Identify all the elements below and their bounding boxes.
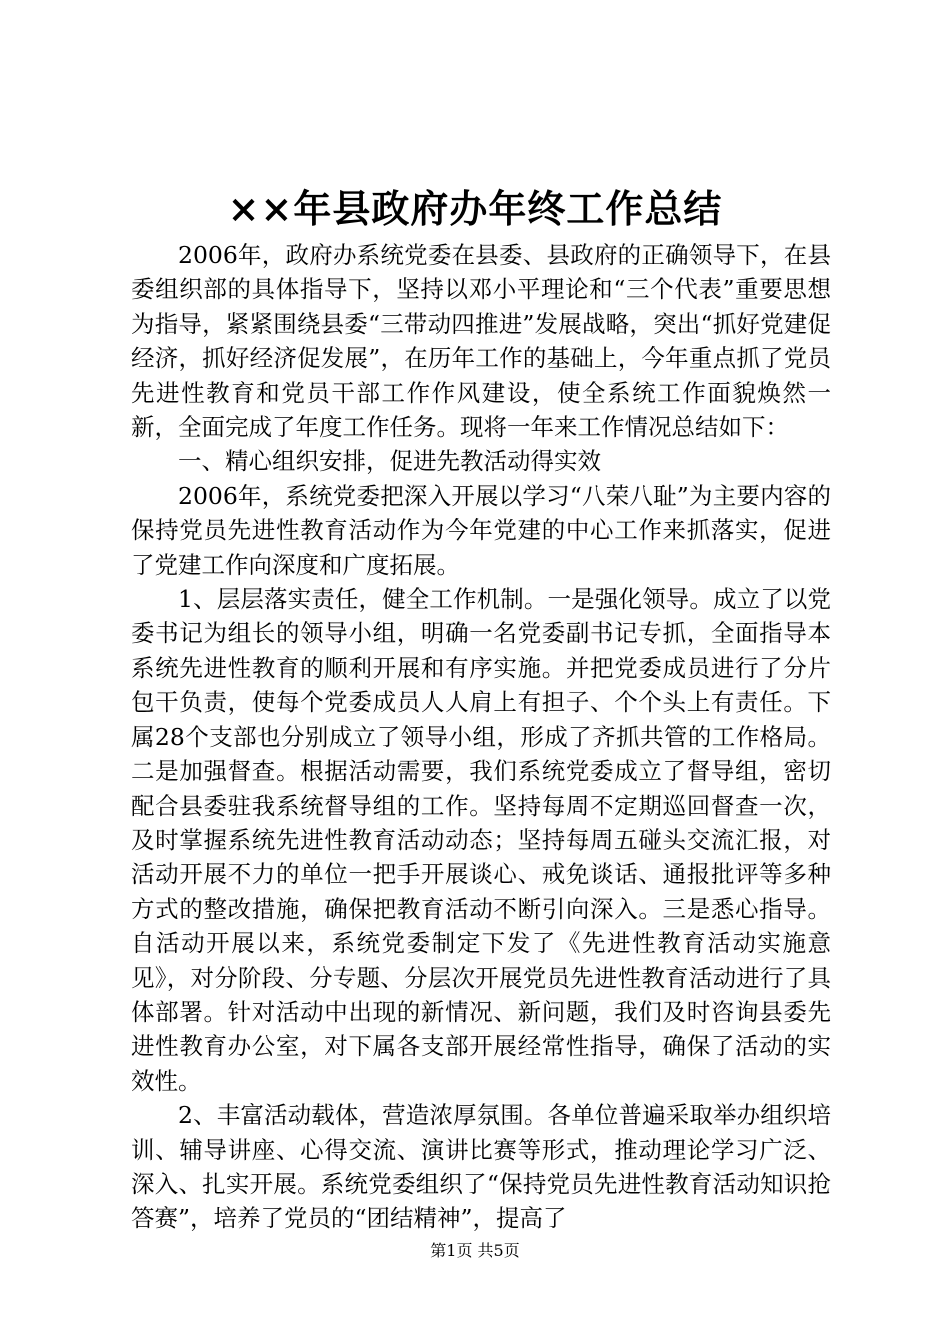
paragraph-intro: 2006年，政府办系统党委在县委、县政府的正确领导下，在县委组织部的具体指导下，坚持以邓小平理论和“三个代表”重要思想为指导，紧紧围绕县委“三带动四推进”发展战略，突出“抓好党建促经济，抓好经济促发展”，在历年工作的基础上，今年重点抓了党员先进性教育和党员干部工作作风建设，使全系统工作面貌焕然一新，全面完成了年度工作任务。现将一年来工作情况总结如下： [131, 241, 831, 442]
paragraph-item-1: 1、层层落实责任，健全工作机制。一是强化领导。成立了以党委书记为组长的领导小组，明确一名党委副书记专抓，全面指导本系统先进性教育的顺利开展和有序实施。并把党委成员进行了分片包干负责，使每个党委成员人人肩上有担子、个个头上有责任。下属28个支部也分别成立了领导小组，形成了齐抓共管的工作格局。二是加强督查。根据活动需要，我们系统党委成立了督导组，密切配合县委驻我系统督导组的工作。坚持每周不定期巡回督查一次，及时掌握系统先进性教育活动动态；坚持每周五碰头交流汇报，对活动开展不力的单位一把手开展谈心、戒免谈话、通报批评等多种方式的整改措施，确保把教育活动不断引向深入。三是悉心指导。自活动开展以来，系统党委制定下发了《先进性教育活动实施意见》，对分阶段、分专题、分层次开展党员先进性教育活动进行了具体部署。针对活动中出现的新情况、新问题，我们及时咨询县委先进性教育办公室，对下属各支部开展经常性指导，确保了活动的实效性。 [131, 585, 831, 1095]
document-body [131, 238, 831, 1236]
section-heading: 一、精心组织安排，促进先教活动得实效 [178, 447, 601, 476]
paragraph-item-2: 2、丰富活动载体，营造浓厚氛围。各单位普遍采取举办组织培训、辅导讲座、心得交流、演讲比赛等形式，推动理论学习广泛、深入、扎实开展。系统党委组织了“保持党员先进性教育活动知识抢答赛”，培养了党员的“团结精神”，提高了 [131, 1101, 831, 1233]
paragraph-section-intro: 2006年，系统党委把深入开展以学习“八荣八耻”为主要内容的保持党员先进性教育活动作为今年党建的中心工作来抓落实，促进了党建工作向深度和广度拓展。 [131, 481, 831, 579]
page-footer: 第1页 共5页 [430, 1241, 520, 1260]
document-title: ××年县政府办年终工作总结 [227, 186, 723, 231]
